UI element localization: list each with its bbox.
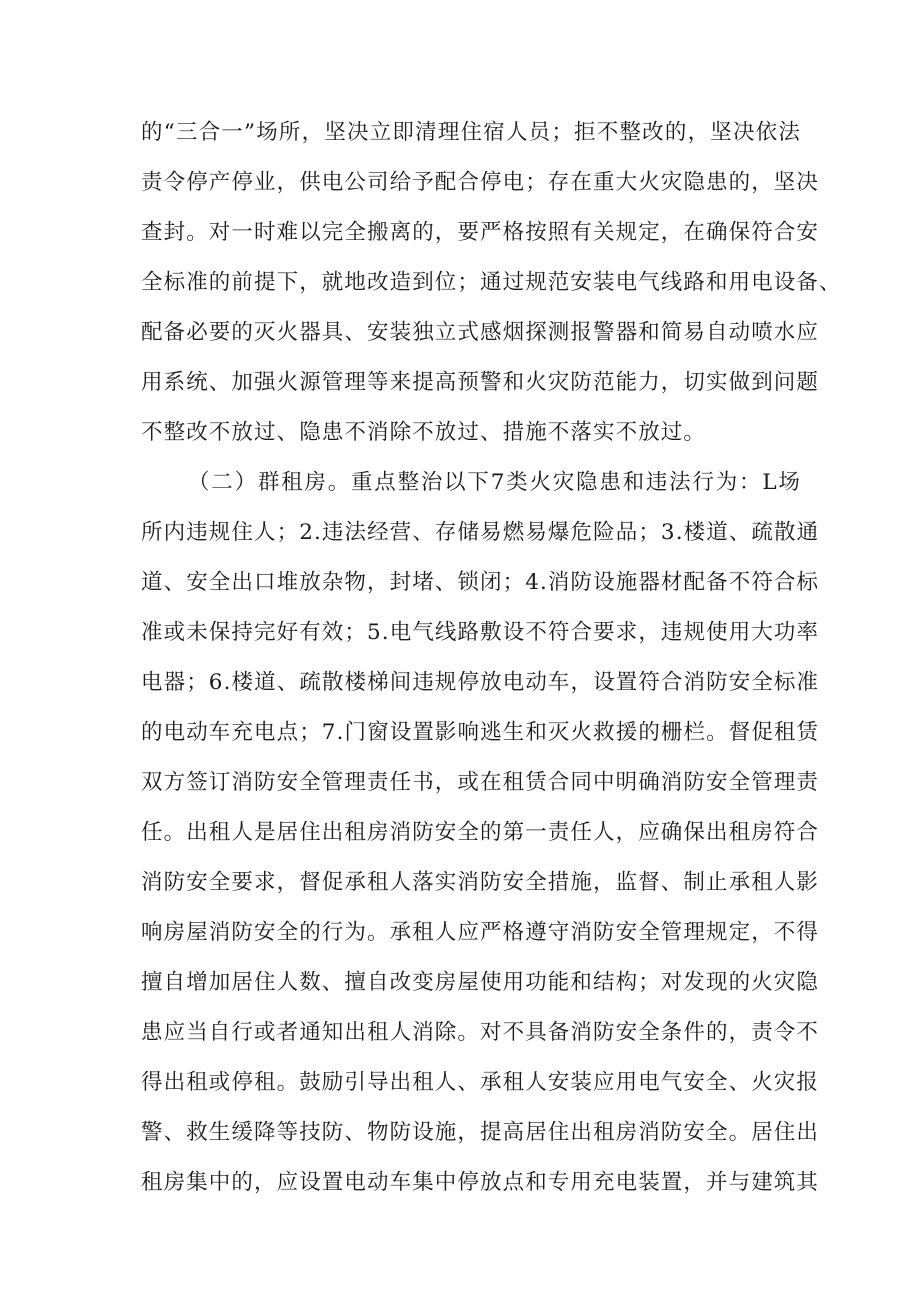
text-line: 所内违规住人；2.违法经营、存储易燃易爆危险品；3.楼道、疏散通 [141,520,820,545]
text-line: 查封。对一时难以完全搬离的，要严格按照有关规定，在确保符合安 [141,220,820,245]
text-line: 电器；6.楼道、疏散楼梯间违规停放电动车，设置符合消防安全标准 [141,670,820,695]
text-line: 的“三合一”场所，坚决立即清理住宿人员；拒不整改的，坚决依法 [141,120,801,145]
text-line: 消防安全要求，督促承租人落实消防安全措施，监督、制止承租人影 [141,870,820,895]
text-line: 租房集中的，应设置电动车集中停放点和专用充电装置，并与建筑其 [141,1170,820,1195]
text-line: 任。出租人是居住出租房消防安全的第一责任人，应确保出租房符合 [141,820,820,845]
text-line: 擅自增加居住人数、擅自改变房屋使用功能和结构；对发现的火灾隐 [141,970,820,995]
text-line: 道、安全出口堆放杂物，封堵、锁闭；4.消防设施器材配备不符合标 [141,570,820,595]
text-line: 全标准的前提下，就地改造到位；通过规范安装电气线路和用电设备、 [141,270,842,295]
text-line: 准或未保持完好有效；5.电气线路敷设不符合要求，违规使用大功率 [141,620,820,645]
text-line: 不整改不放过、隐患不消除不放过、措施不落实不放过。 [141,420,707,445]
text-line: 配备必要的灭火器具、安装独立式感烟探测报警器和简易自动喷水应 [141,320,820,345]
text-line: 响房屋消防安全的行为。承租人应严格遵守消防安全管理规定，不得 [141,920,820,945]
text-line: 双方签订消防安全管理责任书，或在租赁合同中明确消防安全管理责 [141,770,820,795]
text-line: 的电动车充电点；7.门窗设置影响逃生和灭火救援的栅栏。督促租赁 [141,720,820,745]
text-line: 用系统、加强火源管理等来提高预警和火灾防范能力，切实做到问题 [141,370,820,395]
text-line: 患应当自行或者通知出租人消除。对不具备消防安全条件的，责令不 [141,1020,820,1045]
text-line: 得出租或停租。鼓励引导出租人、承租人安装应用电气安全、火灾报 [141,1070,820,1095]
text-line: 责令停产停业，供电公司给予配合停电；存在重大火灾隐患的，坚决 [141,170,820,195]
paragraph-heading-line: （二）群租房。重点整治以下7类火灾隐患和违法行为：L场 [188,470,801,495]
text-line: 警、救生缓降等技防、物防设施，提高居住出租房消防安全。居住出 [141,1120,820,1145]
